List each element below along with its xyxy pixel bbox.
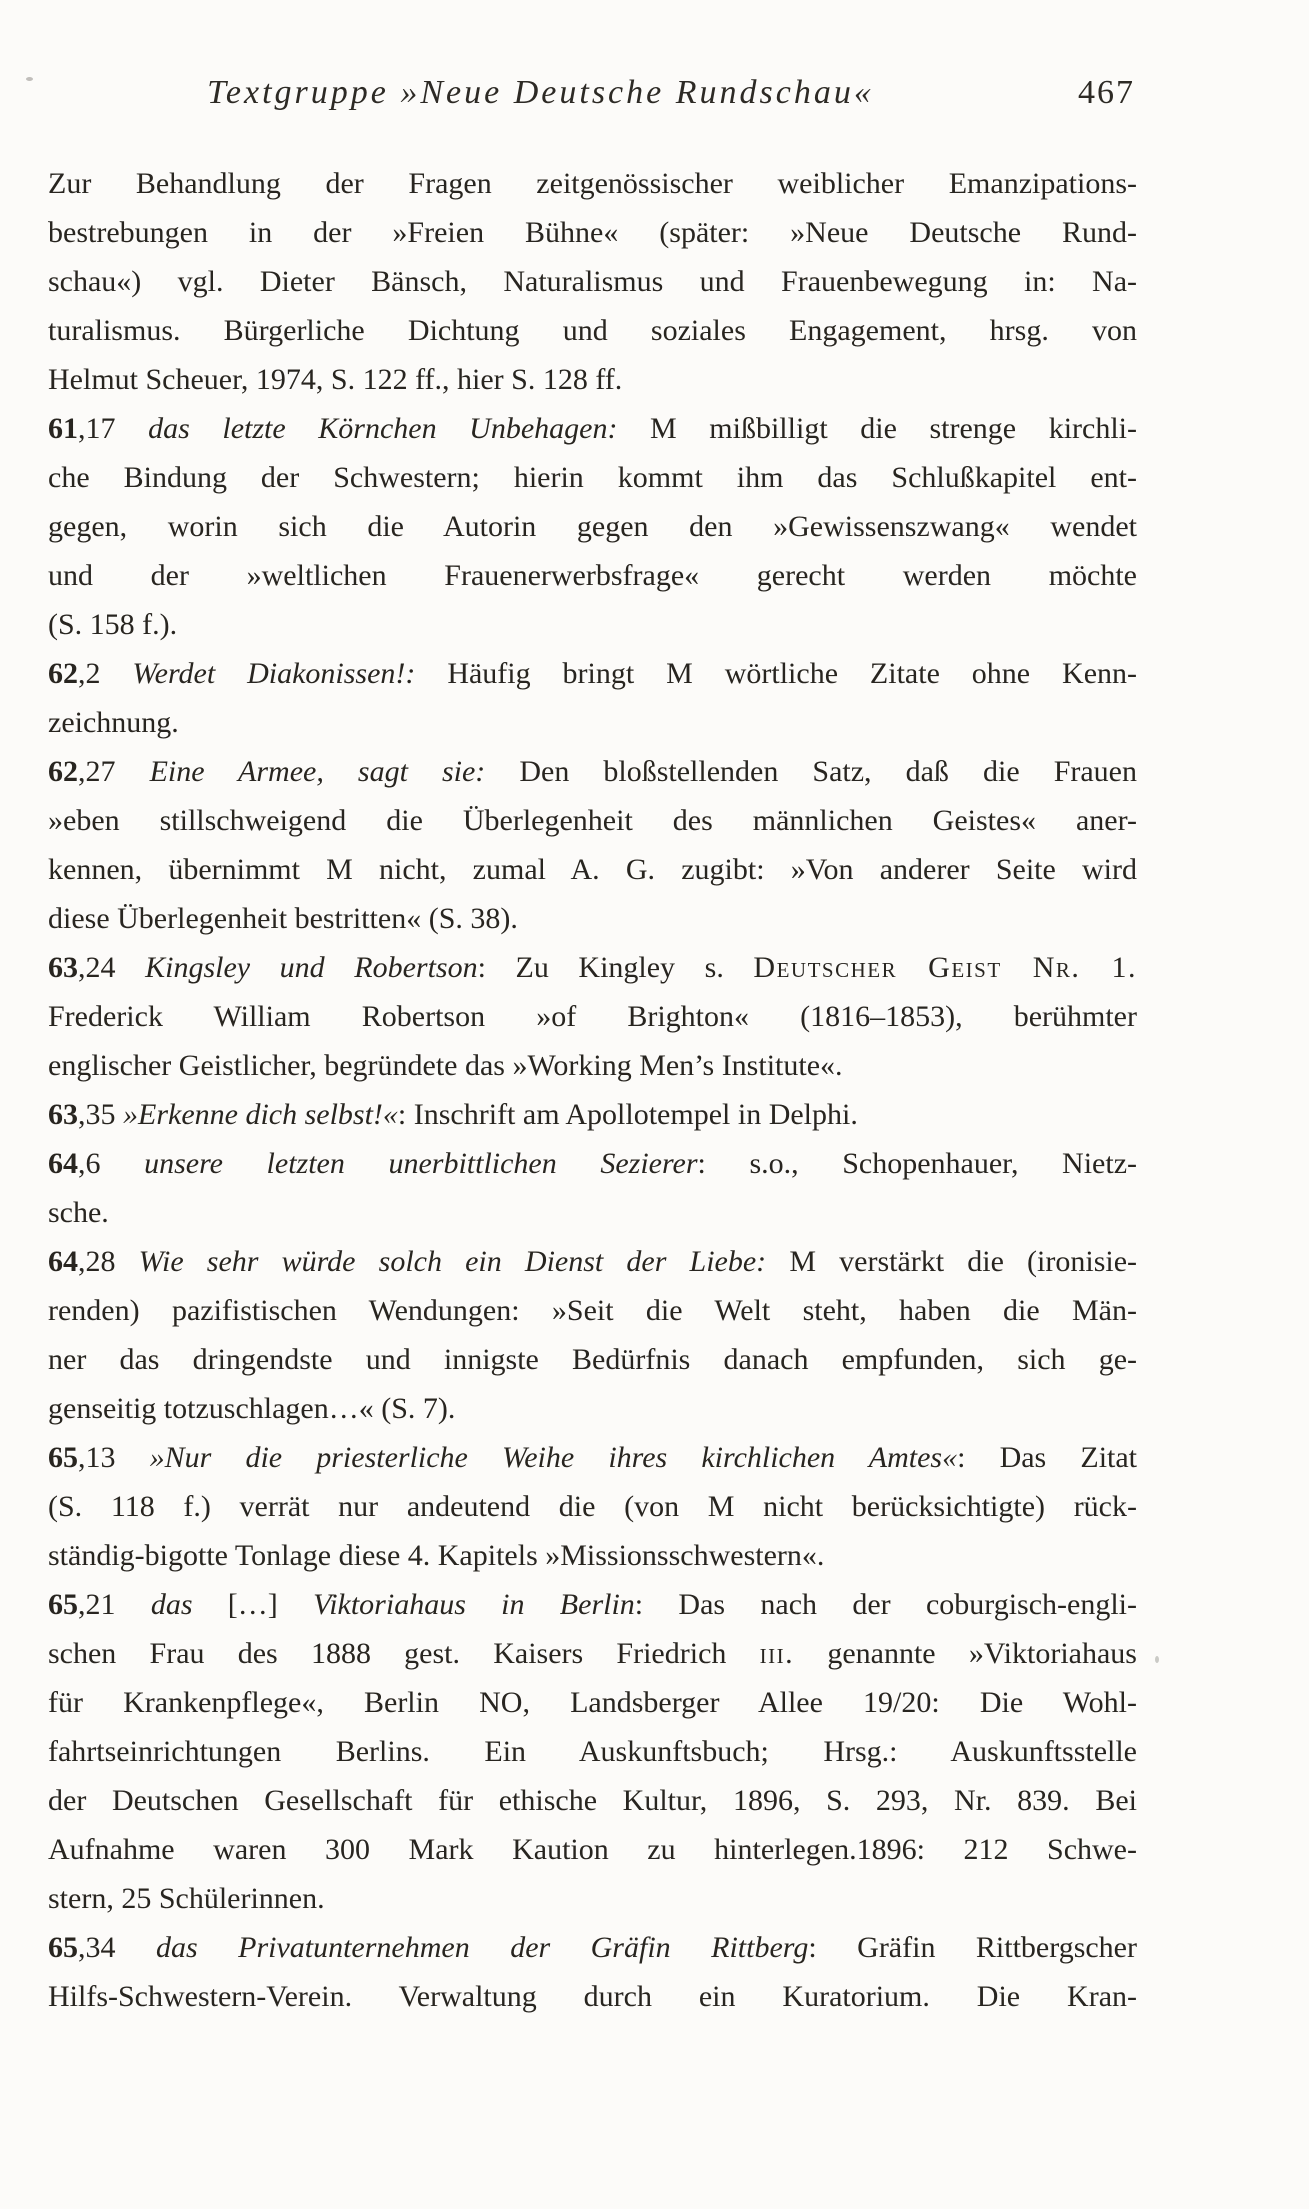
text-segment: ,35 xyxy=(78,1098,123,1131)
text-segment: 65 xyxy=(48,1931,78,1964)
text-segment: : Zu Kingley s. xyxy=(477,951,754,984)
text-line xyxy=(48,1041,1137,1090)
text-segment: M mißbilligt die strenge kirchli- xyxy=(617,412,1137,445)
text-segment: 61 xyxy=(48,412,78,445)
text-line xyxy=(48,1776,1137,1825)
text-line xyxy=(48,992,1137,1041)
text-segment: genseitig totzuschlagen…« (S. 7). xyxy=(48,1392,456,1425)
text-segment: ,24 xyxy=(78,951,146,984)
text-line xyxy=(48,453,1137,502)
text-segment: stern, 25 Schülerinnen. xyxy=(48,1882,325,1915)
text-segment: che Bindung der Schwestern; hierin kommt ihm das Schlußkapitel ent- xyxy=(48,461,1137,494)
text-segment: : Das Zitat xyxy=(957,1441,1138,1474)
text-line xyxy=(48,600,1137,649)
paragraph-63-24 xyxy=(48,943,1137,1090)
text-segment: genannte »Viktoriahaus xyxy=(794,1637,1137,1670)
paragraph-62-27 xyxy=(48,747,1137,943)
text-line xyxy=(48,1972,1137,2021)
text-segment: : Das nach der coburgisch-engli- xyxy=(634,1588,1138,1621)
text-segment: »eben stillschweigend die Überlegenheit des männlichen Geistes« aner- xyxy=(48,804,1137,837)
text-segment: : s.o., Schopenhauer, Nietz- xyxy=(697,1147,1138,1180)
text-segment: : Gräfin Rittbergscher xyxy=(808,1931,1137,1964)
text-segment: 62 xyxy=(48,755,78,788)
paragraph-62-2 xyxy=(48,649,1137,747)
text-segment: Viktoriahaus in Berlin xyxy=(313,1588,635,1621)
text-segment: ,17 xyxy=(78,412,149,445)
text-segment: 64 xyxy=(48,1147,78,1180)
paragraph-61-17 xyxy=(48,404,1137,649)
paragraph-65-13 xyxy=(48,1433,1137,1580)
text-line xyxy=(48,1580,1137,1629)
text-line xyxy=(48,502,1137,551)
text-segment: M verstärkt die (ironisie- xyxy=(766,1245,1138,1278)
text-line xyxy=(48,1237,1137,1286)
text-segment: englischer Geistlicher, begründete das »Working Men’s Institute«. xyxy=(48,1049,843,1082)
text-segment: das xyxy=(150,1588,193,1621)
page-number: 467 xyxy=(1078,74,1135,111)
text-line xyxy=(48,845,1137,894)
text-segment: (S. 158 f.). xyxy=(48,608,178,641)
text-segment: Den bloßstellenden Satz, daß die Frauen xyxy=(485,755,1137,788)
text-line xyxy=(48,796,1137,845)
text-line xyxy=(48,747,1137,796)
text-segment: ner das dringendste und innigste Bedürfnis danach empfunden, sich ge- xyxy=(48,1343,1137,1376)
text-segment: unsere letzten unerbittlichen Sezierer xyxy=(144,1147,698,1180)
text-line xyxy=(48,1090,1137,1139)
text-line xyxy=(48,1531,1137,1580)
text-segment: Hilfs-Schwestern-Verein. Verwaltung durch ein Kuratorium. Die Kran- xyxy=(48,1980,1137,2013)
text-line xyxy=(48,943,1137,992)
text-segment: kennen, übernimmt M nicht, zumal A. G. zugibt: »Von anderer Seite wird xyxy=(48,853,1137,886)
text-segment: 64 xyxy=(48,1245,78,1278)
text-line xyxy=(48,1286,1137,1335)
text-segment: ständig-bigotte Tonlage diese 4. Kapitels »Missionsschwestern«. xyxy=(48,1539,825,1572)
text-segment: Zur Behandlung der Fragen zeitgenössischer weiblicher Emanzipations- xyxy=(48,167,1137,200)
text-segment: ,28 xyxy=(78,1245,139,1278)
text-line xyxy=(48,1188,1137,1237)
text-line xyxy=(48,649,1137,698)
text-segment: ,13 xyxy=(78,1441,150,1474)
text-line xyxy=(48,159,1137,208)
text-segment: (S. 118 f.) verrät nur andeutend die (von M nicht berücksichtigte) rück- xyxy=(48,1490,1137,1523)
text-segment: 65 xyxy=(48,1588,78,1621)
text-segment: 63 xyxy=(48,951,78,984)
text-segment: : Inschrift am Apollotempel in Delphi. xyxy=(397,1098,858,1131)
text-segment: für Krankenpflege«, Berlin NO, Landsberger Allee 19/20: Die Wohl- xyxy=(48,1686,1137,1719)
text-segment: schen Frau des 1888 gest. Kaisers Friedrich xyxy=(48,1637,760,1670)
text-segment: ,2 xyxy=(78,657,133,690)
page-header xyxy=(48,74,1137,120)
text-segment: ,34 xyxy=(78,1931,156,1964)
text-segment: 63 xyxy=(48,1098,78,1131)
text-block xyxy=(48,159,1137,2021)
paragraph-63-35 xyxy=(48,1090,1137,1139)
text-segment: bestrebungen in der »Freien Bühne« (später: »Neue Deutsche Rund- xyxy=(48,216,1137,249)
text-segment: gegen, worin sich die Autorin gegen den »Gewissenszwang« wendet xyxy=(48,510,1137,543)
text-segment: Helmut Scheuer, 1974, S. 122 ff., hier S. 128 ff. xyxy=(48,363,623,396)
text-segment: zeichnung. xyxy=(48,706,179,739)
text-line xyxy=(48,1482,1137,1531)
text-line xyxy=(48,1727,1137,1776)
paragraph-65-34 xyxy=(48,1923,1137,2021)
text-segment: Kingsley und Robertson xyxy=(145,951,478,984)
text-segment: 62 xyxy=(48,657,78,690)
text-segment: Frederick William Robertson »of Brighton« (1816–1853), berühmter xyxy=(48,1000,1137,1033)
text-line xyxy=(48,257,1137,306)
running-header-title: Textgruppe »Neue Deutsche Rundschau« xyxy=(207,74,874,111)
paragraph-64-6 xyxy=(48,1139,1137,1237)
text-line xyxy=(48,404,1137,453)
text-segment: iii. xyxy=(759,1637,795,1670)
text-segment: turalismus. Bürgerliche Dichtung und soziales Engagement, hrsg. von xyxy=(48,314,1137,347)
text-line xyxy=(48,1874,1137,1923)
text-segment: fahrtseinrichtungen Berlins. Ein Auskunftsbuch; Hrsg.: Auskunftsstelle xyxy=(48,1735,1137,1768)
text-line xyxy=(48,306,1137,355)
text-segment: ,21 xyxy=(78,1588,151,1621)
text-segment: Aufnahme waren 300 Mark Kaution zu hinterlegen.1896: 212 Schwe- xyxy=(48,1833,1137,1866)
paragraph-64-28 xyxy=(48,1237,1137,1433)
text-line xyxy=(48,1433,1137,1482)
paragraph-intro xyxy=(48,159,1137,404)
text-segment: Werdet Diakonissen!: xyxy=(132,657,416,690)
text-line xyxy=(48,551,1137,600)
text-line xyxy=(48,1629,1137,1678)
text-segment: 65 xyxy=(48,1441,78,1474)
text-line xyxy=(48,698,1137,747)
text-line xyxy=(48,1139,1137,1188)
text-segment: ,6 xyxy=(78,1147,145,1180)
text-segment: renden) pazifistischen Wendungen: »Seit die Welt steht, haben die Män- xyxy=(48,1294,1137,1327)
text-segment: schau«) vgl. Dieter Bänsch, Naturalismus und Frauenbewegung in: Na- xyxy=(48,265,1137,298)
paragraph-65-21 xyxy=(48,1580,1137,1923)
text-segment: das Privatunternehmen der Gräfin Rittberg xyxy=(155,1931,809,1964)
text-segment: Deutscher Geist Nr. 1. xyxy=(753,951,1137,984)
text-line xyxy=(48,894,1137,943)
text-line xyxy=(48,1678,1137,1727)
text-line xyxy=(48,1384,1137,1433)
text-segment: sche. xyxy=(48,1196,109,1229)
text-line xyxy=(48,1335,1137,1384)
text-segment: das letzte Körnchen Unbehagen: xyxy=(148,412,618,445)
text-segment: Eine Armee, sagt sie: xyxy=(149,755,486,788)
text-segment: ,27 xyxy=(78,755,150,788)
text-segment: diese Überlegenheit bestritten« (S. 38). xyxy=(48,902,518,935)
text-line xyxy=(48,1825,1137,1874)
text-segment: Häufig bringt M wörtliche Zitate ohne Kenn- xyxy=(415,657,1138,690)
text-segment: »Nur die priesterliche Weihe ihres kirchlichen Amtes« xyxy=(149,1441,958,1474)
text-segment: […] xyxy=(192,1588,314,1621)
text-line xyxy=(48,355,1137,404)
text-segment: Wie sehr würde solch ein Dienst der Liebe: xyxy=(138,1245,767,1278)
text-segment: und der »weltlichen Frauenerwerbsfrage« gerecht werden möchte xyxy=(48,559,1137,592)
text-segment: der Deutschen Gesellschaft für ethische Kultur, 1896, S. 293, Nr. 839. Bei xyxy=(48,1784,1137,1817)
text-line xyxy=(48,208,1137,257)
text-segment: »Erkenne dich selbst!« xyxy=(123,1098,398,1131)
text-line xyxy=(48,1923,1137,1972)
scan-artifact xyxy=(1155,1656,1159,1663)
